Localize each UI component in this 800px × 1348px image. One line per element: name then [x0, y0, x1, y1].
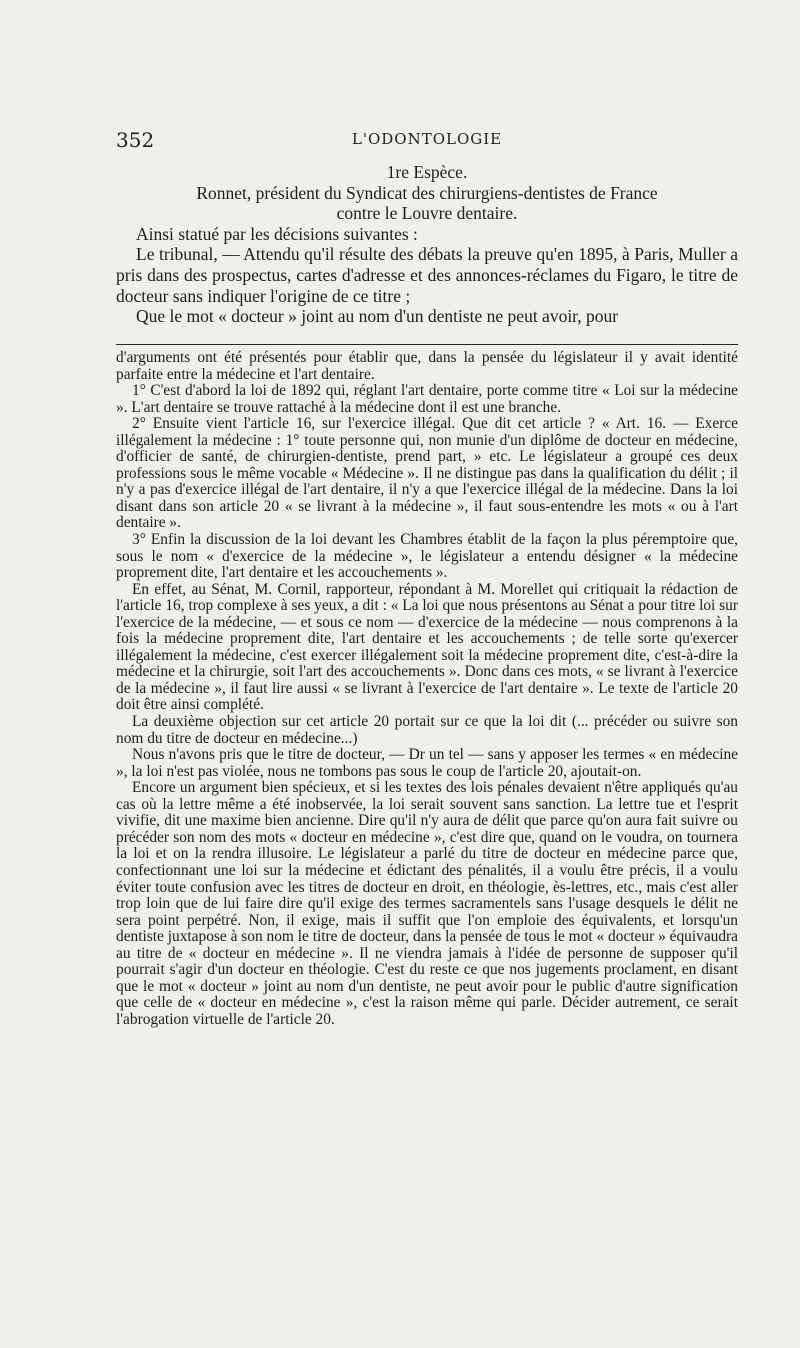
footnote-divider: [116, 344, 738, 345]
case-title: 1re Espèce.: [386, 162, 468, 182]
note-paragraph: 1° C'est d'abord la loi de 1892 qui, réglant l'art dentaire, porte comme titre « Loi sur la médecine ». L'art dentaire se trouve rattaché à la médecine dont il est une branche.: [116, 382, 738, 416]
note-paragraph: En effet, au Sénat, M. Cornil, rapporteur, répondant à M. Morellet qui critiquait la rédaction de l'article 16, trop complexe à ses yeux, a dit : « La loi que nous présentons au Sénat a pour titre loi sur l'exercice de la médecine, — et sous ce nom — d'exercice de la médecine — nous comprenons à la fois la médecine proprement dite, l'art dentaire et les accouchements ; de telle sorte qu'exercer illégalement la médecine, c'est exercer illégalement soit la médecine proprement dite, c'est-à-dire la médecine et la chirurgie, soit l'art des accouchements ». Donc dans ces mots, « se livrant à l'exercice de la médecine », il faut lire aussi « se livrant à l'exercice de l'art dentaire ». Le texte de l'article 20 doit être ainsi complété.: [116, 580, 738, 714]
parties-line-2: contre le Louvre dentaire.: [336, 203, 518, 224]
note-paragraph: 2° Ensuite vient l'article 16, sur l'exercice illégal. Que dit cet article ? « Art. 16. — Exerce illégalement la médecine : 1° toute personne qui, non munie d'un diplôme de docteur en médecine, d'officier de santé, de chirurgien-dentiste, prend part, » etc. Le législateur a groupé ces deux professions sous le même vocable « Médecine ». Il ne distingue pas dans la qualification du délit ; il n'y a pas d'exercice illégal de l'art dentaire, il n'y a que l'exercice illégal de la médecine. Dans la loi disant dans son article 20 « se livrant à la médecine », il faut sous-entendre les mots « ou à l'art dentaire ».: [116, 415, 738, 532]
note-paragraph: Nous n'avons pris que le titre de docteur, — Dr un tel — sans y apposer les termes « en médecine », la loi n'est pas violée, nous ne tombons pas sous le coup de l'article 20, ajoutait-on.: [116, 746, 738, 780]
paragraph-2: Que le mot « docteur » joint au nom d'un dentiste ne peut avoir, pour: [136, 306, 619, 327]
footnote-text: [116, 350, 738, 1028]
page-number: 352: [116, 128, 155, 152]
page-header: [116, 128, 738, 154]
main-text: [116, 162, 738, 327]
note-paragraph: La deuxième objection sur cet article 20 portait sur ce que la loi dit (... précéder ou suivre son nom du titre de docteur en médecine...): [116, 713, 738, 747]
paragraph-1: Le tribunal, — Attendu qu'il résulte des débats la preuve qu'en 1895, à Paris, Muller a pris dans des prospectus, cartes d'adresse et des annonces-réclames du Figaro, le titre de docteur sans indiquer l'origine de ce titre ;: [116, 244, 738, 306]
note-paragraph: Encore un argument bien spécieux, et si les textes des lois pénales devaient n'être appliqués qu'au cas où la lettre même a été inobservée, la loi serait souvent sans sanction. La lettre tue et l'esprit vivifie, dit une maxime bien ancienne. Dire qu'il n'y aura de délit que parce qu'on aura fait suivre ou précéder son nom des mots « docteur en médecine », c'est dire que, quand on le voudra, on tournera la loi et on la rendra illusoire. Le législateur a parlé du titre de docteur en médecine parce que, confectionnant une loi sur la médecine et édictant des pénalités, il a voulu être précis, il a voulu éviter toute confusion avec les titres de docteur en droit, en théologie, ès-lettres, etc., mais c'est aller trop loin que de lui faire dire qu'il exige des termes sacramentels sans l'usage desquels le délit ne sera point perpétré. Non, il exige, mais il suffit que l'on emploie des équivalents, et lorsqu'un dentiste juxtapose à son nom le titre de docteur, dans la pensée de tous le mot « docteur » équivaudra au titre de « docteur en médecine ». Il ne viendra jamais à l'idée de personne de supposer qu'il pourrait s'agir d'un docteur en théologie. C'est du reste ce que nos jugements proclament, en disant que le mot « docteur » joint au nom d'un dentiste, ne peut avoir pour le public d'autre signification que celle de « docteur en médecine », c'est la raison même qui parle. Décider autrement, ce serait l'abrogation virtuelle de l'article 20.: [116, 779, 738, 1028]
note-paragraph: d'arguments ont été présentés pour établir que, dans la pensée du législateur il y avait identité parfaite entre la médecine et l'art dentaire.: [116, 349, 738, 383]
note-paragraph: 3° Enfin la discussion de la loi devant les Chambres établit de la façon la plus péremptoire que, sous le nom « d'exercice de la médecine », le législateur a entendu désigner « la médecine proprement dite, l'art dentaire et les accouchements ».: [116, 531, 738, 582]
decision-intro: Ainsi statué par les décisions suivantes :: [136, 223, 418, 244]
parties-line-1: Ronnet, président du Syndicat des chirurgiens-dentistes de France: [196, 182, 658, 203]
running-title: L'ODONTOLOGIE: [351, 130, 503, 148]
